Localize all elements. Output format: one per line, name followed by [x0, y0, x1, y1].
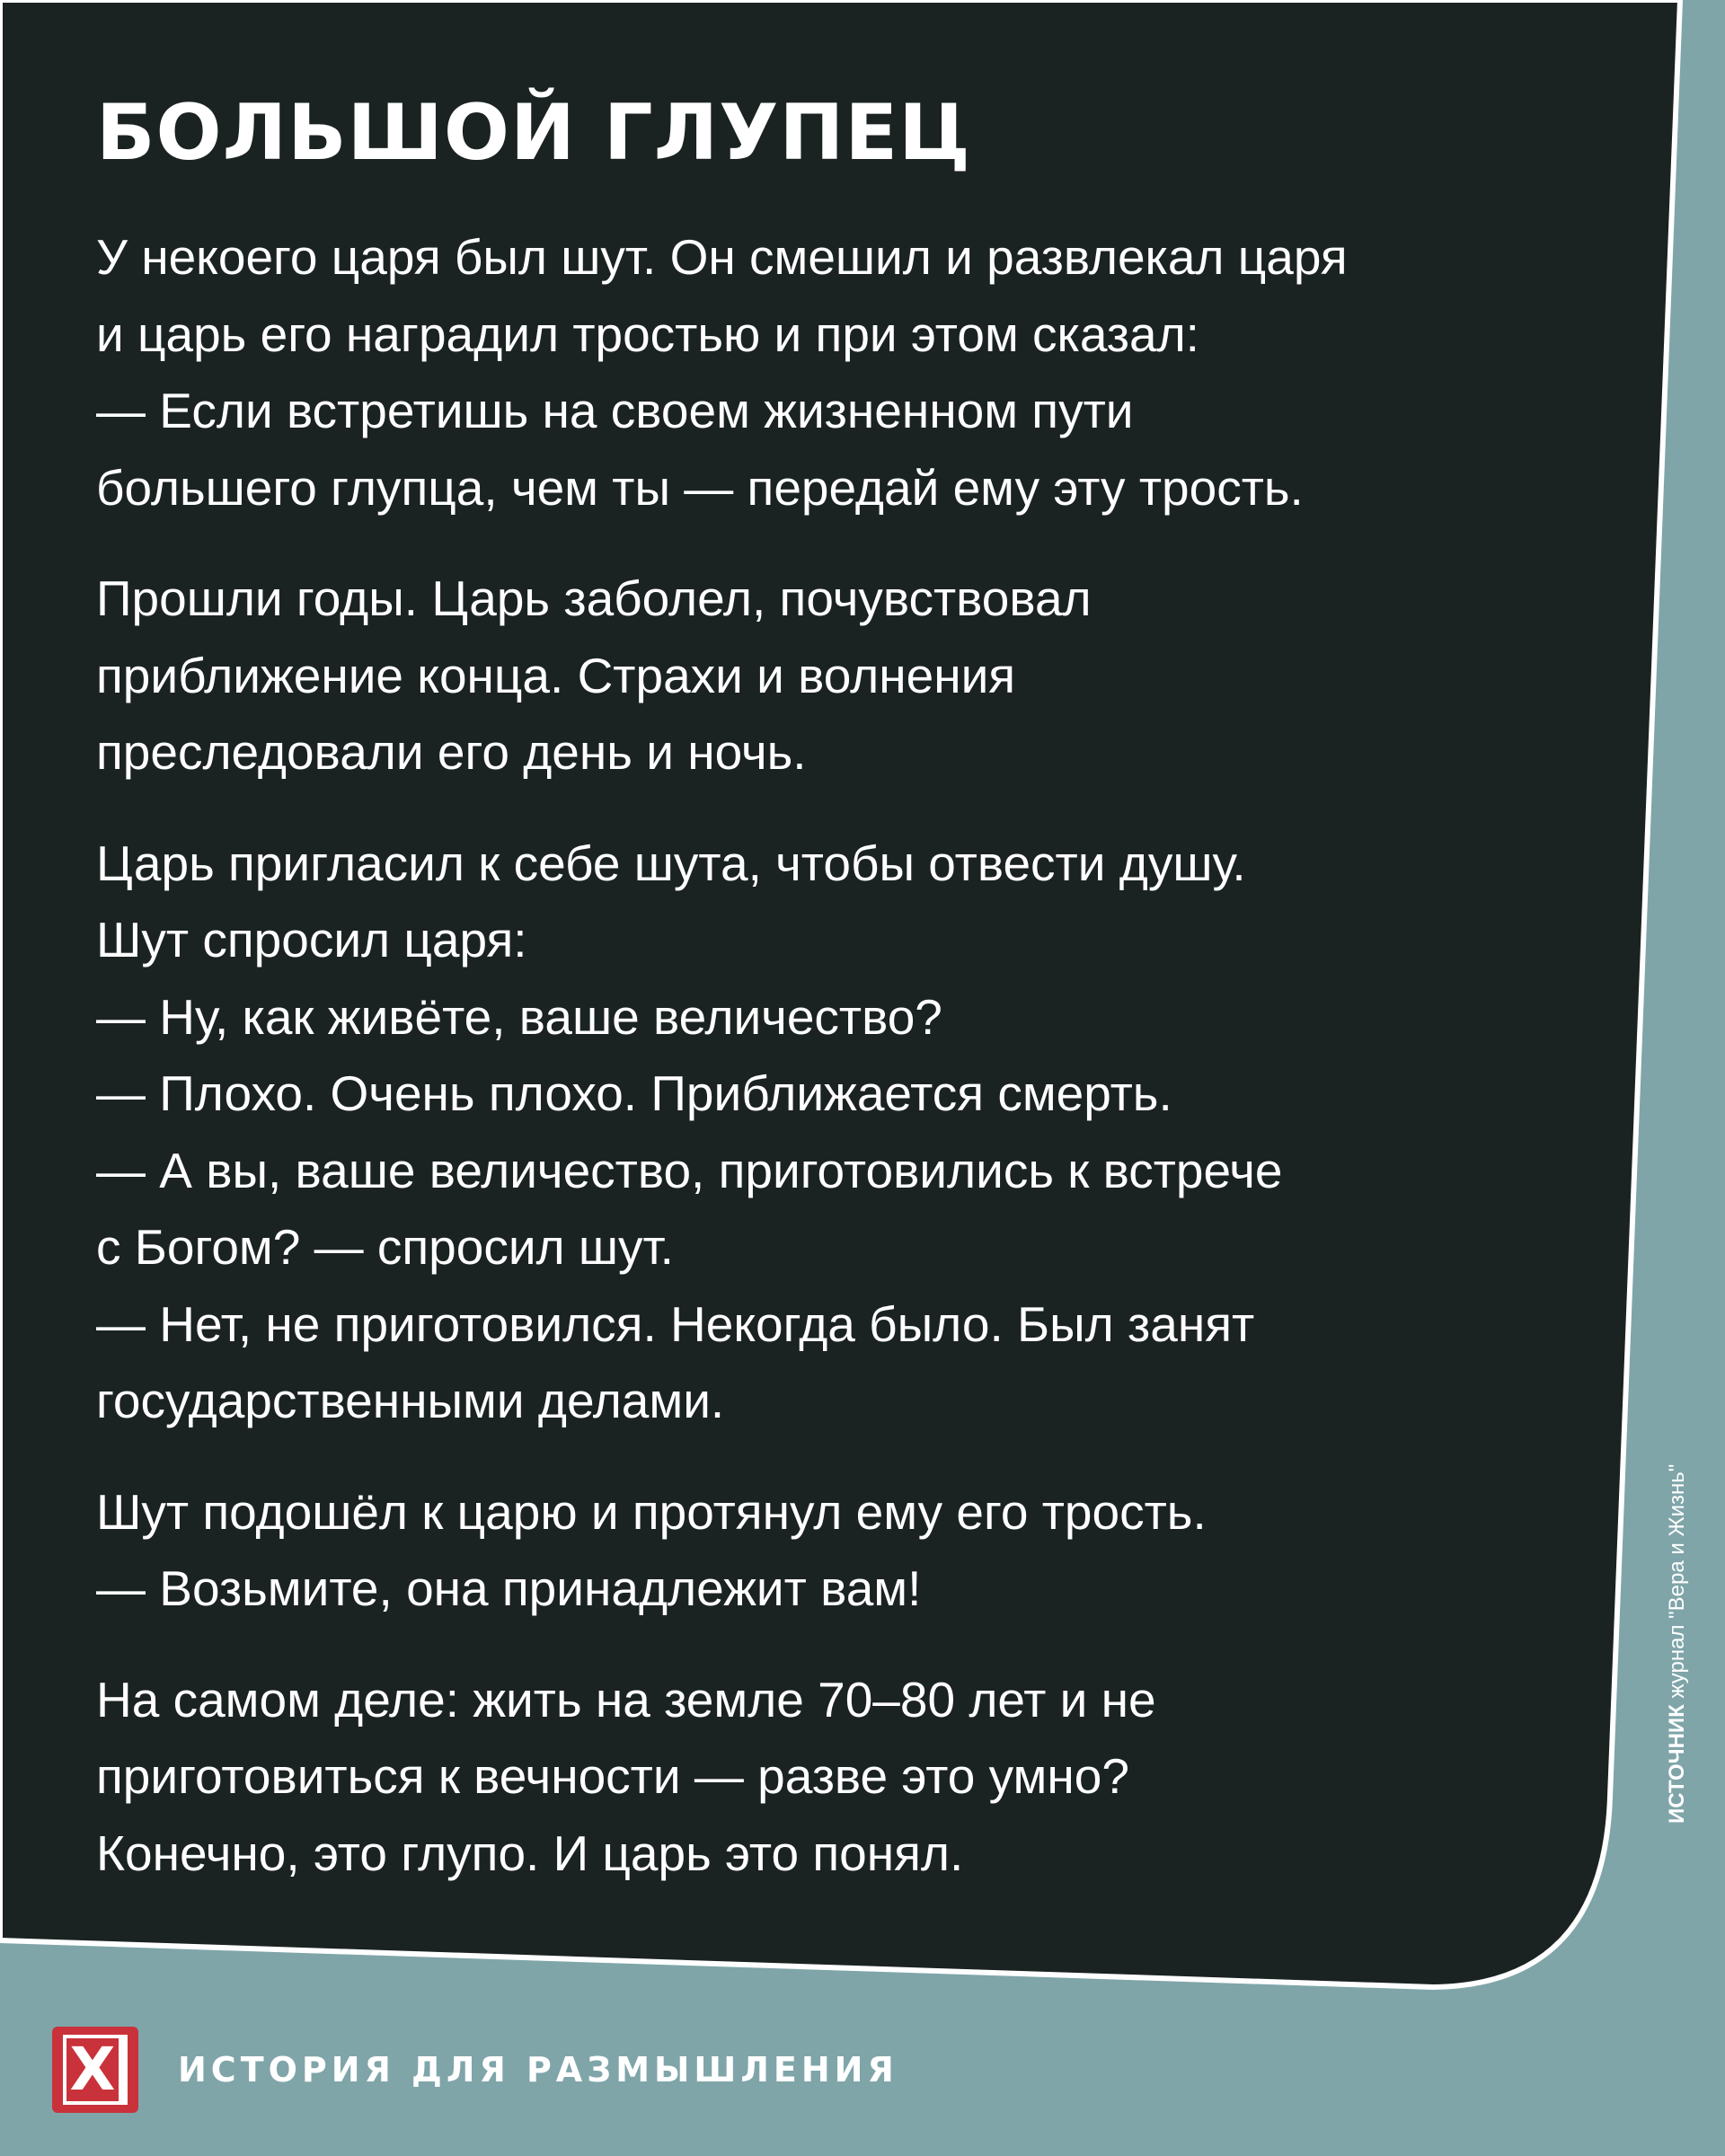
- text-line: Царь пригласил к себе шута, чтобы отвести душу.: [96, 835, 1246, 891]
- text-line: — Плохо. Очень плохо. Приближается смерть.: [96, 1065, 1172, 1121]
- text-line: приготовиться к вечности — разве это умно?: [96, 1748, 1129, 1804]
- text-line: Прошли годы. Царь заболел, почувствовал: [96, 570, 1092, 626]
- text-line: — Ну, как живёте, ваше величество?: [96, 988, 942, 1045]
- paragraph-intro: [96, 219, 1623, 526]
- paragraph-cane: [96, 1474, 1623, 1628]
- text-line: преследовали его день и ночь.: [96, 724, 807, 780]
- page-title: БОЛЬШОЙ ГЛУПЕЦ: [96, 88, 971, 178]
- text-line: Шут спросил царя:: [96, 912, 527, 968]
- text-line: У некоего царя был шут. Он смешил и развлекал царя: [96, 229, 1348, 285]
- footer: [52, 2025, 898, 2115]
- paragraph-dialogue: [96, 826, 1623, 1440]
- text-line: государственными делами.: [96, 1373, 725, 1428]
- category-label: ИСТОРИЯ ДЛЯ РАЗМЫШЛЕНИЯ: [178, 2050, 898, 2090]
- source-label: ИСТОЧНИК: [1665, 1704, 1689, 1824]
- text-line: Шут подошёл к царю и протянул ему его трость.: [96, 1483, 1207, 1540]
- source-credit: [1664, 1464, 1691, 1824]
- text-line: приближение конца. Страхи и волнения: [96, 647, 1016, 703]
- logo-letter: X: [63, 2035, 128, 2105]
- paragraph-moral: [96, 1662, 1623, 1893]
- paragraph-years-passed: [96, 561, 1623, 791]
- story-content: [96, 79, 1623, 1926]
- text-line: с Богом? — спросил шут.: [96, 1219, 674, 1275]
- text-line: и царь его наградил тростью и при этом сказал:: [96, 305, 1199, 362]
- text-line: На самом деле: жить на земле 70–80 лет и не: [96, 1671, 1156, 1727]
- publisher-logo-icon: [52, 2027, 138, 2113]
- text-line: — А вы, ваше величество, приготовились к встрече: [96, 1142, 1283, 1198]
- text-line: Конечно, это глупо. И царь это понял.: [96, 1825, 964, 1881]
- text-line: большего глупца, чем ты — передай ему эту трость.: [96, 459, 1304, 516]
- text-line: — Возьмите, она принадлежит вам!: [96, 1560, 922, 1616]
- text-line: — Нет, не приготовился. Некогда было. Был занят: [96, 1295, 1255, 1352]
- source-text: журнал "Вера и Жизнь": [1665, 1463, 1689, 1699]
- text-line: — Если встретишь на своем жизненном пути: [96, 383, 1134, 438]
